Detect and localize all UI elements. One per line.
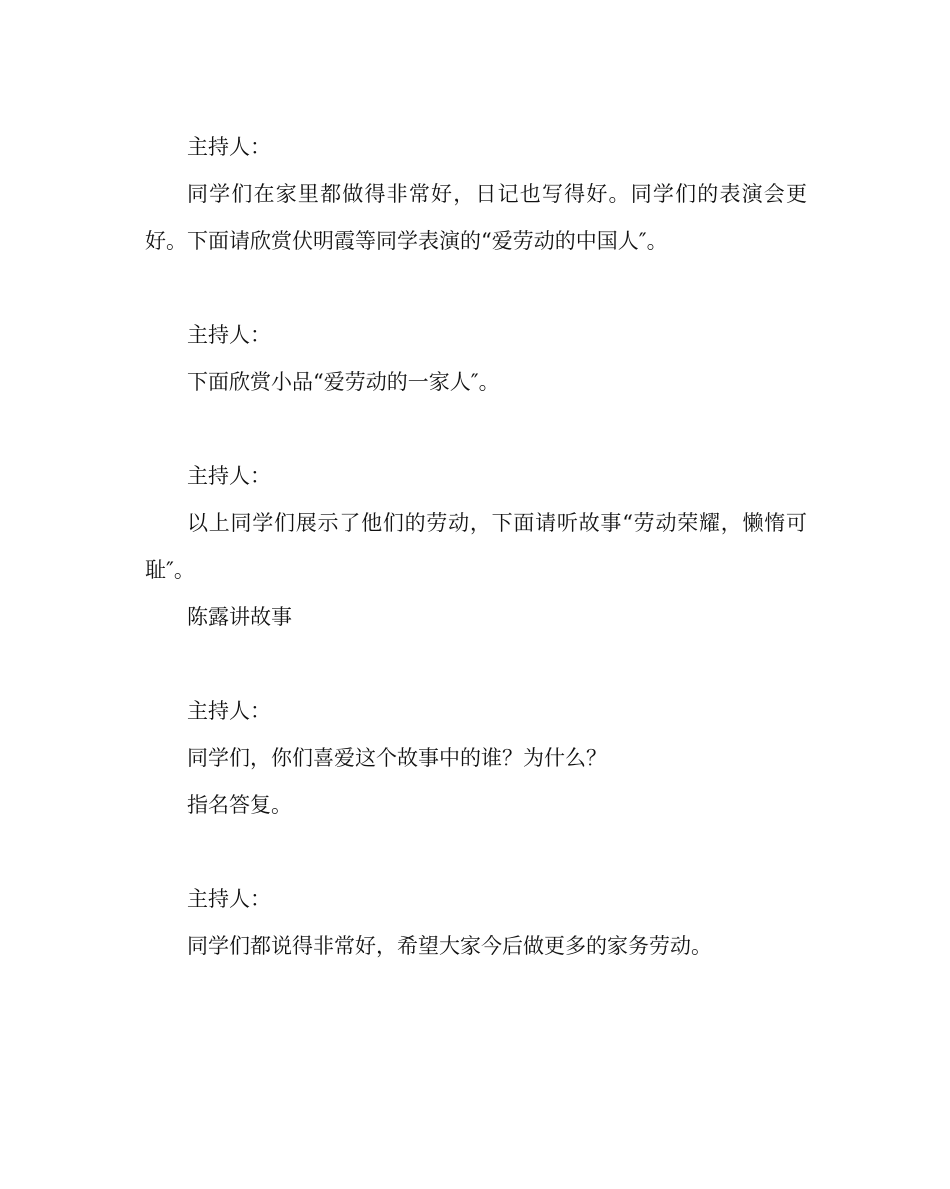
- section-gap: [145, 829, 807, 876]
- paragraph: 同学们在家里都做得非常好，日记也写得好。同学们的表演会更好。下面请欣赏伏明霞等同学表演的“爱劳动的中国人″。: [145, 182, 807, 253]
- paragraph: 下面欣赏小品“爱劳动的一家人″。: [187, 370, 500, 394]
- speaker-label: 主持人：: [187, 135, 271, 159]
- paragraph: 陈露讲故事: [187, 605, 292, 629]
- speaker-label: 主持人：: [187, 464, 271, 488]
- paragraph: 同学们都说得非常好，希望大家今后做更多的家务劳动。: [187, 934, 712, 958]
- paragraph: 同学们，你们喜爱这个故事中的谁？为什么？: [187, 746, 607, 770]
- document-body: [145, 124, 807, 970]
- speaker-label: 主持人：: [187, 699, 271, 723]
- paragraph: 指名答复。: [187, 793, 292, 817]
- section-gap: [145, 406, 807, 453]
- section-gap: [145, 641, 807, 688]
- speaker-label: 主持人：: [187, 887, 271, 911]
- section-gap: [145, 265, 807, 312]
- speaker-label: 主持人：: [187, 323, 271, 347]
- paragraph: 以上同学们展示了他们的劳动，下面请听故事“劳动荣耀，懒惰可耻″。: [145, 511, 807, 582]
